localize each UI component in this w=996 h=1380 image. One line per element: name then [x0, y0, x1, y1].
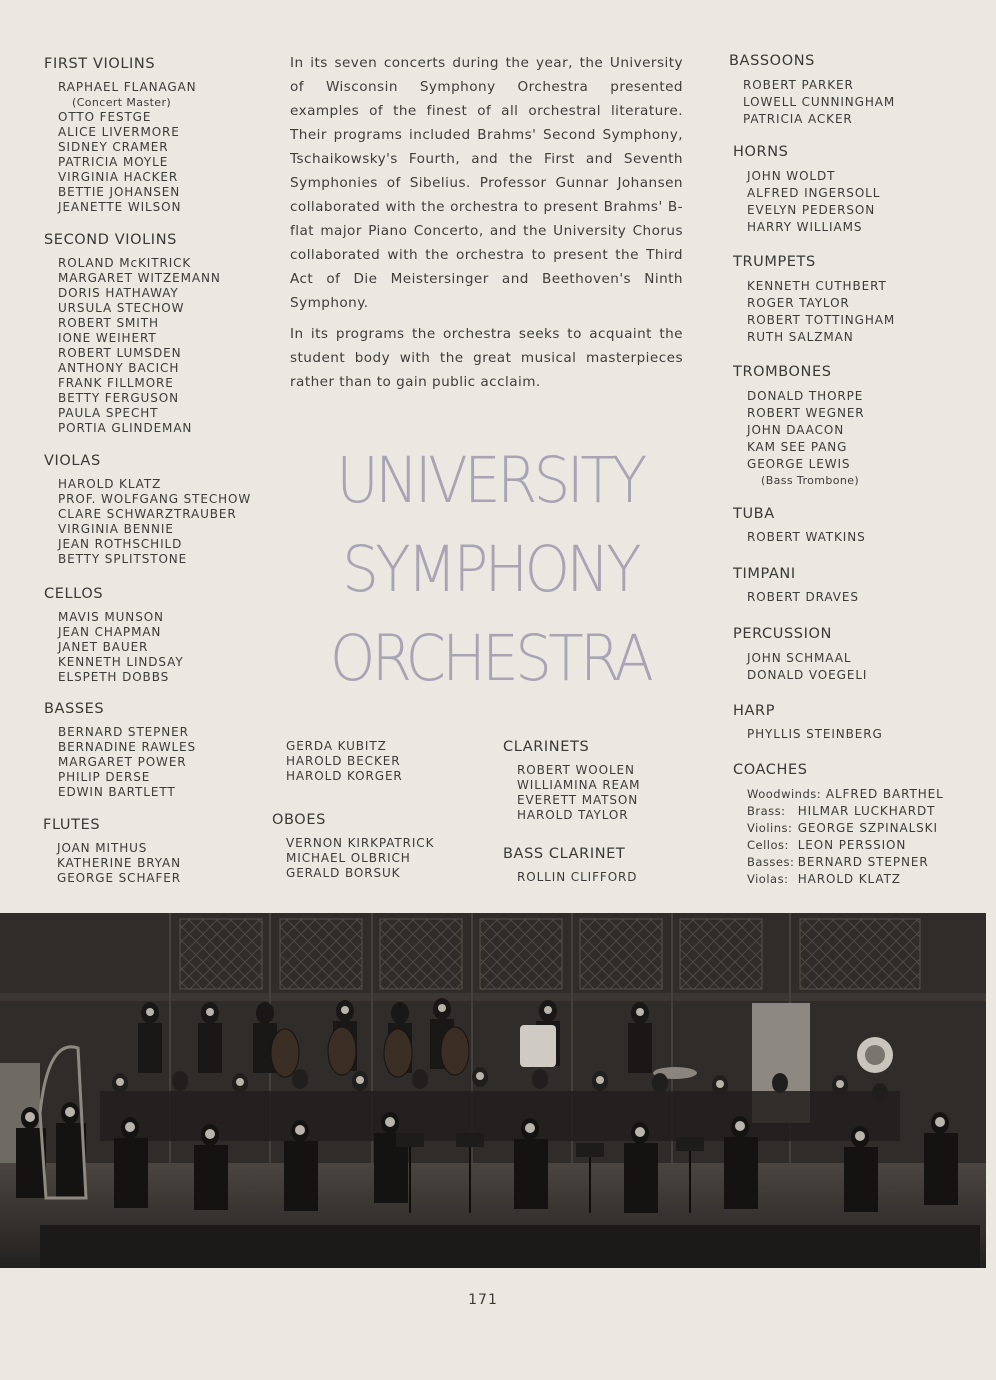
- name-list: [733, 590, 859, 605]
- coach-role: Woodwinds:: [747, 787, 822, 801]
- member-name: ROLAND McKITRICK: [58, 256, 192, 270]
- member-name: DORIS HATHAWAY: [58, 286, 179, 300]
- member-name: RUTH SALZMAN: [747, 330, 854, 344]
- member-name: BETTY FERGUSON: [58, 391, 179, 405]
- member-name: PHYLLIS STEINBERG: [747, 727, 883, 741]
- coach-role: Basses:: [747, 855, 795, 869]
- title-line: ORCHESTRA: [329, 622, 651, 695]
- member-name: BETTY SPLITSTONE: [58, 552, 188, 566]
- member-name: IONE WEIHERT: [58, 331, 157, 345]
- member-name: JOHN SCHMAAL: [747, 651, 852, 665]
- member-name: CLARE SCHWARZTRAUBER: [58, 507, 237, 521]
- member-name: SIDNEY CRAMER: [58, 140, 169, 154]
- second-violins-section: [44, 232, 221, 436]
- member-name: PAULA SPECHT: [58, 406, 159, 420]
- coach-row: [733, 820, 944, 837]
- coaches-section: [733, 762, 944, 888]
- name-list: [733, 278, 895, 346]
- section-title: CLARINETS: [503, 739, 590, 755]
- section-title: BASSOONS: [729, 53, 815, 69]
- tuba-section: [733, 506, 866, 545]
- section-title: PERCUSSION: [733, 626, 832, 642]
- member-name: ROBERT TOTTINGHAM: [747, 313, 896, 327]
- title-line: UNIVERSITY: [336, 444, 644, 517]
- member-name: ROBERT DRAVES: [747, 590, 859, 604]
- member-name: ROBERT WOOLEN: [517, 763, 635, 777]
- title-line: SYMPHONY: [342, 533, 638, 606]
- member-name: ROLLIN CLIFFORD: [517, 870, 638, 884]
- violas-section: [44, 453, 251, 567]
- coach-role: Cellos:: [747, 838, 789, 852]
- name-list: [44, 725, 196, 800]
- member-name: JEAN CHAPMAN: [58, 625, 162, 639]
- member-name: RAPHAEL FLANAGAN: [58, 80, 197, 94]
- section-title: SECOND VIOLINS: [44, 232, 177, 248]
- member-name: PATRICIA MOYLE: [58, 155, 169, 169]
- trombones-section: [733, 364, 865, 488]
- name-list: [503, 763, 640, 823]
- member-name: FRANK FILLMORE: [58, 376, 174, 390]
- member-name: ROBERT WATKINS: [747, 530, 866, 544]
- section-title: HARP: [733, 703, 776, 719]
- name-list: [729, 77, 895, 128]
- coach-row: [733, 803, 944, 820]
- section-title: OBOES: [272, 812, 326, 828]
- member-name: ELSPETH DOBBS: [58, 670, 170, 684]
- member-name: DONALD VOEGELI: [747, 668, 868, 682]
- section-title: CELLOS: [44, 586, 104, 602]
- coach-row: [733, 786, 944, 803]
- section-title: FIRST VIOLINS: [44, 56, 156, 72]
- name-list: [733, 388, 865, 488]
- intro-text: [290, 51, 683, 401]
- member-name: ALICE LIVERMORE: [58, 125, 180, 139]
- coach-name: BERNARD STEPNER: [797, 855, 929, 869]
- member-name: KAM SEE PANG: [747, 440, 848, 454]
- first-violins-section: [44, 56, 197, 215]
- member-name: JEAN ROTHSCHILD: [58, 537, 183, 551]
- member-name: LOWELL CUNNINGHAM: [743, 95, 896, 109]
- name-list: [272, 739, 403, 784]
- member-name: MARGARET POWER: [58, 755, 187, 769]
- member-name: MARGARET WITZEMANN: [58, 271, 221, 285]
- cellos-section: [44, 586, 184, 685]
- member-name: VIRGINIA BENNIE: [58, 522, 174, 536]
- flutes-continued-section: [272, 739, 403, 784]
- member-name: OTTO FESTGE: [58, 110, 152, 124]
- page-number: 171: [468, 1292, 498, 1308]
- coach-list: [733, 786, 944, 888]
- member-name: ROBERT WEGNER: [747, 406, 865, 420]
- name-list: [44, 256, 221, 436]
- orchestra-photo-illustration: [0, 913, 986, 1268]
- member-note: (Bass Trombone): [761, 474, 860, 487]
- member-name: KENNETH CUTHBERT: [747, 279, 887, 293]
- bass-clarinet-section: [503, 846, 637, 885]
- member-name: GERALD BORSUK: [286, 866, 401, 880]
- member-name: BETTIE JOHANSEN: [58, 185, 181, 199]
- basses-section: [44, 701, 196, 800]
- member-name: PHILIP DERSE: [58, 770, 151, 784]
- intro-paragraph-2: In its programs the orchestra seeks to acquaint the student body with the great musical masterpieces rather than to gain public acclaim.: [290, 326, 683, 390]
- member-name: WILLIAMINA REAM: [517, 778, 641, 792]
- member-name: ROBERT SMITH: [58, 316, 159, 330]
- coach-row: [733, 854, 944, 871]
- name-list: [43, 841, 181, 886]
- section-title: VIOLAS: [44, 453, 101, 469]
- coach-row: [733, 871, 944, 888]
- member-name: HAROLD BECKER: [286, 754, 401, 768]
- member-name: GEORGE LEWIS: [747, 457, 851, 471]
- coach-role: Violins:: [747, 821, 793, 835]
- section-title: COACHES: [733, 762, 808, 778]
- flutes-section: [43, 817, 181, 886]
- section-title: TRUMPETS: [733, 254, 816, 270]
- name-list: [44, 80, 197, 215]
- member-name: JANET BAUER: [58, 640, 149, 654]
- member-name: ROBERT LUMSDEN: [58, 346, 182, 360]
- oboes-section: [272, 812, 434, 881]
- name-list: [733, 650, 867, 684]
- name-list: [503, 870, 637, 885]
- coach-name: GEORGE SZPINALSKI: [797, 821, 938, 835]
- member-name: URSULA STECHOW: [58, 301, 185, 315]
- coach-name: HAROLD KLATZ: [797, 872, 901, 886]
- member-name: HAROLD KLATZ: [58, 477, 162, 491]
- section-title: HORNS: [733, 144, 789, 160]
- member-name: VERNON KIRKPATRICK: [286, 836, 435, 850]
- member-name: HARRY WILLIAMS: [747, 220, 863, 234]
- member-name: PROF. WOLFGANG STECHOW: [58, 492, 252, 506]
- coach-role: Brass:: [747, 804, 786, 818]
- member-name: MAVIS MUNSON: [58, 610, 164, 624]
- member-name: HAROLD TAYLOR: [517, 808, 629, 822]
- coach-name: HILMAR LUCKHARDT: [797, 804, 936, 818]
- horns-section: [733, 144, 880, 236]
- coach-name: LEON PERSSION: [797, 838, 907, 852]
- name-list: [733, 530, 866, 545]
- member-name: ROBERT PARKER: [743, 78, 854, 92]
- timpani-section: [733, 566, 859, 605]
- member-name: GEORGE SCHAFER: [57, 871, 182, 885]
- name-list: [733, 168, 880, 236]
- member-name: GERDA KUBITZ: [286, 739, 387, 753]
- member-name: JEANETTE WILSON: [58, 200, 182, 214]
- member-name: EVERETT MATSON: [517, 793, 639, 807]
- coach-row: [733, 837, 944, 854]
- clarinets-section: [503, 739, 640, 823]
- name-list: [733, 727, 883, 742]
- member-name: EDWIN BARTLETT: [58, 785, 176, 799]
- member-name: EVELYN PEDERSON: [747, 203, 876, 217]
- member-name: JOHN WOLDT: [747, 169, 836, 183]
- percussion-section: [733, 626, 867, 684]
- member-name: KENNETH LINDSAY: [58, 655, 184, 669]
- harp-section: [733, 703, 883, 742]
- section-title: FLUTES: [43, 817, 101, 833]
- member-name: JOAN MITHUS: [57, 841, 148, 855]
- member-name: PORTIA GLINDEMAN: [58, 421, 193, 435]
- member-name: BERNARD STEPNER: [58, 725, 189, 739]
- trumpets-section: [733, 254, 895, 346]
- member-name: JOHN DAACON: [747, 423, 845, 437]
- page-title: [300, 436, 680, 703]
- section-title: TUBA: [733, 506, 775, 522]
- intro-paragraph-1: In its seven concerts during the year, the University of Wisconsin Symphony Orchestra presented examples of the finest of all orchestral literature. Their programs included Brahms' Second Symphony, Tschaikowsky's Fourth, and the First and Seventh Symphonies of Sibelius. Professor Gunnar Johansen collaborated with the orchestra to present Brahms' B-flat major Piano Concerto, and the University Chorus collaborated with the orchestra to present the Third Act of Die Meistersinger and Beethoven's Ninth Symphony.: [290, 55, 683, 311]
- section-title: TROMBONES: [733, 364, 832, 380]
- member-name: VIRGINIA HACKER: [58, 170, 179, 184]
- orchestra-photo: [0, 913, 986, 1268]
- member-note: (Concert Master): [72, 96, 172, 109]
- name-list: [272, 836, 434, 881]
- member-name: MICHAEL OLBRICH: [286, 851, 411, 865]
- member-name: DONALD THORPE: [747, 389, 864, 403]
- member-name: HAROLD KORGER: [286, 769, 403, 783]
- member-name: ROGER TAYLOR: [747, 296, 850, 310]
- bassoons-section: [729, 53, 895, 128]
- coach-name: ALFRED BARTHEL: [825, 787, 944, 801]
- section-title: TIMPANI: [733, 566, 796, 582]
- member-name: ANTHONY BACICH: [58, 361, 180, 375]
- member-name: ALFRED INGERSOLL: [747, 186, 881, 200]
- name-list: [44, 610, 184, 685]
- member-name: KATHERINE BRYAN: [57, 856, 182, 870]
- member-name: BERNADINE RAWLES: [58, 740, 197, 754]
- member-name: PATRICIA ACKER: [743, 112, 853, 126]
- name-list: [44, 477, 251, 567]
- section-title: BASS CLARINET: [503, 846, 626, 862]
- section-title: BASSES: [44, 701, 105, 717]
- coach-role: Violas:: [747, 872, 789, 886]
